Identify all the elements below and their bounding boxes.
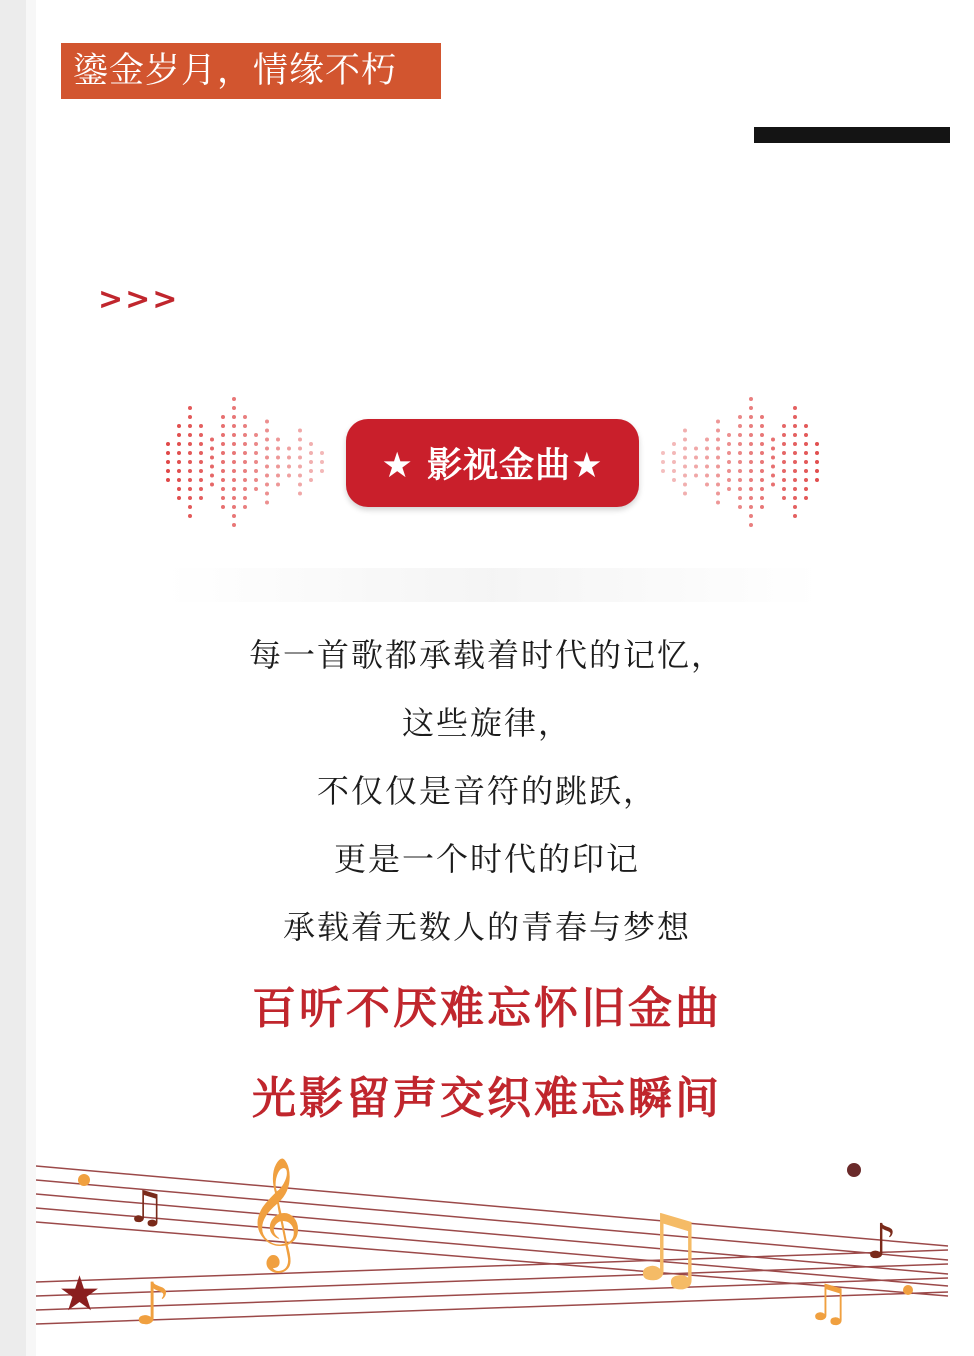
svg-text:♫: ♫ [626,1195,709,1302]
section-header [150,385,840,540]
star-icon [58,1266,101,1322]
decorative-band [165,568,820,602]
music-staff-icon [36,1150,974,1356]
sound-wave-icon [160,385,335,540]
verse-line: 更是一个时代的印记 [333,840,640,878]
sound-wave-icon [655,385,830,540]
verse-line: 每一首歌都承载着时代的记忆， [248,636,725,674]
title-banner: 鎏金岁月，情缘不朽 [61,43,441,99]
section-badge: ★ 影视金曲★ [346,419,639,507]
verse-line: 不仅仅是音符的跳跃， [316,772,657,810]
svg-text:𝄞: 𝄞 [246,1156,303,1268]
svg-text:★: ★ [58,1266,102,1322]
music-note-icon [806,1274,851,1332]
svg-text:♫: ♫ [806,1274,851,1332]
music-note-icon [866,1214,897,1270]
verse-line: 承载着无数人的青春与梦想 [282,908,691,946]
slogan-line: 百听不厌难忘怀旧金曲 [252,983,722,1034]
verse-line: 这些旋律， [401,704,572,742]
slogan-line: 光影留声交织难忘瞬间 [252,1073,722,1124]
treble-clef-icon [246,1156,303,1273]
left-rail [0,0,36,1356]
decorative-rule [754,127,950,143]
chevron-right-icon: >>> [98,282,180,317]
music-note-icon [626,1195,708,1302]
music-note-icon [134,1270,171,1338]
svg-text:♫: ♫ [126,1182,166,1233]
svg-text:♪: ♪ [866,1214,897,1270]
svg-text:♪: ♪ [134,1270,172,1338]
music-note-icon [126,1182,165,1233]
